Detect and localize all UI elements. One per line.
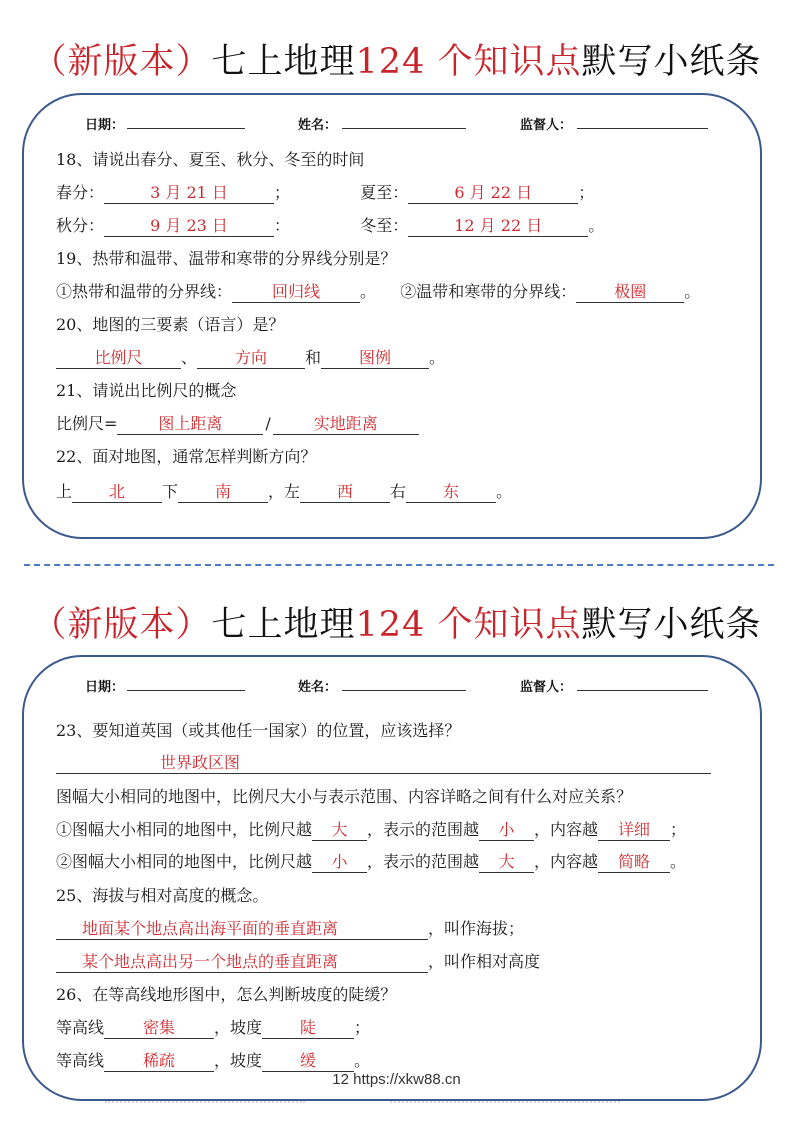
q26-row1 [56, 1017, 370, 1039]
q22-up: 北 [72, 482, 162, 503]
q20-answers [56, 347, 445, 369]
slope-label: ，坡度 [214, 1018, 263, 1037]
q25-row1 [56, 918, 524, 940]
dongzhi-answer: 12 月 22 日 [408, 216, 588, 237]
q24-row2-text3: ，内容越 [534, 852, 599, 871]
q18-row1 [56, 182, 594, 204]
q25-answer1: 地面某个地点高出海平面的垂直距离 [82, 919, 339, 938]
supervisor-label: 监督人： [520, 680, 573, 695]
date-label: 日期： [85, 118, 125, 133]
q22-answers [56, 481, 512, 503]
q22-down: 南 [178, 482, 268, 503]
q19-part1-label: ①热带和温带的分界线： [56, 282, 233, 301]
conj: 和 [305, 348, 322, 367]
q26-row2 [56, 1050, 370, 1072]
q24-row2 [56, 851, 686, 873]
q24-row2-text2: ，表示的范围越 [367, 852, 480, 871]
q24-row1-text2: ，表示的范围越 [367, 820, 480, 839]
dongzhi-label: 冬至： [360, 216, 409, 235]
q26-row2-answer2: 缓 [262, 1051, 354, 1072]
supervisor-label: 监督人： [520, 118, 573, 133]
contour-label: 等高线 [56, 1051, 105, 1070]
q25-answer1-blank [56, 919, 428, 940]
punct: 。 [496, 482, 513, 501]
supervisor-field[interactable] [577, 690, 708, 691]
faint-bleedthrough-left [105, 1101, 305, 1108]
q22-question: 22、面对地图，通常怎样判断方向？ [56, 447, 317, 466]
contour-label: 等高线 [56, 1018, 105, 1037]
title-suffix: 默写小纸条 [581, 42, 762, 82]
q18-question: 18、请说出春分、夏至、秋分、冬至的时间 [56, 150, 365, 169]
title-version: （新版本） [31, 42, 212, 82]
q24-row2-answer3: 简略 [598, 852, 670, 873]
chunfen-answer: 3 月 21 日 [104, 183, 274, 204]
separator: ； [578, 183, 595, 202]
title-subject: 七上地理 [211, 605, 356, 645]
name-label: 姓名： [298, 680, 338, 695]
date-field[interactable] [127, 690, 245, 691]
q26-row2-answer1: 稀疏 [104, 1051, 214, 1072]
q25-answer2: 某个地点高出另一个地点的垂直距离 [82, 952, 339, 971]
q23-answer-row [56, 752, 711, 774]
q19-answer2: 极圈 [576, 282, 684, 303]
cut-divider [24, 564, 774, 566]
right-label: 右 [390, 482, 407, 501]
q19-answers [56, 281, 700, 303]
q22-left: 西 [300, 482, 390, 503]
q25-suffix1: ，叫作海拔； [428, 919, 525, 938]
left-label: ，左 [268, 482, 301, 501]
punct: 。 [360, 282, 377, 301]
faint-bleedthrough-right [390, 1101, 620, 1108]
q19-question: 19、热带和温带、温带和寒带的分界线分别是？ [56, 249, 397, 268]
q26-row1-answer2: 陡 [262, 1018, 354, 1039]
xiazhi-answer: 6 月 22 日 [408, 183, 578, 204]
q20-answer3: 图例 [321, 348, 429, 369]
qiufen-answer: 9 月 23 日 [104, 216, 274, 237]
q25-answer2-blank [56, 952, 428, 973]
q20-question: 20、地图的三要素（语言）是？ [56, 315, 285, 334]
date-field[interactable] [127, 128, 245, 129]
q25-suffix2: ，叫作相对高度 [428, 952, 541, 971]
q24-row1 [56, 819, 686, 841]
q23-answer: 世界政区图 [160, 753, 241, 772]
name-field[interactable] [342, 690, 466, 691]
title-count: 124 个知识点 [355, 42, 582, 82]
name-field[interactable] [342, 128, 466, 129]
punct: 。 [354, 1051, 371, 1070]
chunfen-label: 春分： [56, 183, 105, 202]
qiufen-label: 秋分： [56, 216, 105, 235]
q20-answer1: 比例尺 [56, 348, 181, 369]
punct: 。 [670, 852, 687, 871]
q18-row2 [56, 215, 604, 237]
punct: 。 [429, 348, 446, 367]
punct: ； [670, 820, 687, 839]
separator: ： [274, 216, 291, 235]
title-suffix: 默写小纸条 [581, 605, 762, 645]
q25-row2 [56, 951, 540, 973]
q24-row1-answer2: 小 [479, 820, 534, 841]
title-subject: 七上地理 [211, 42, 356, 82]
slash: / [265, 414, 271, 433]
q24-row2-answer2: 大 [479, 852, 534, 873]
q24-row2-answer1: 小 [312, 852, 367, 873]
sheet1-title [0, 34, 793, 84]
title-count: 124 个知识点 [355, 605, 582, 645]
up-label: 上 [56, 482, 73, 501]
down-label: 下 [162, 482, 179, 501]
q23-question: 23、要知道英国（或其他任一国家）的位置，应该选择？ [56, 721, 461, 740]
title-version: （新版本） [31, 605, 212, 645]
q21-question: 21、请说出比例尺的概念 [56, 381, 237, 400]
q19-part2-label: ②温带和寒带的分界线： [400, 282, 577, 301]
q24-row1-answer3: 详细 [598, 820, 670, 841]
q19-answer1: 回归线 [232, 282, 360, 303]
punct: 。 [684, 282, 701, 301]
slope-label: ，坡度 [214, 1051, 263, 1070]
q26-question: 26、在等高线地形图中，怎么判断坡度的陡缓？ [56, 985, 397, 1004]
q24-row1-answer1: 大 [312, 820, 367, 841]
page-footer: 12 https://xkw88.cn [332, 1071, 461, 1088]
separator: ； [274, 183, 291, 202]
punct: ； [354, 1018, 371, 1037]
punct: 、 [181, 348, 198, 367]
scale-label: 比例尺= [56, 414, 118, 433]
q21-answer1: 图上距离 [117, 414, 263, 435]
supervisor-field[interactable] [577, 128, 708, 129]
xiazhi-label: 夏至： [360, 183, 409, 202]
q22-right: 东 [406, 482, 496, 503]
sheet2-title [0, 597, 793, 647]
q24-row2-text1: ②图幅大小相同的地图中，比例尺越 [56, 852, 313, 871]
name-label: 姓名： [298, 118, 338, 133]
separator: 。 [588, 216, 605, 235]
q24-row1-text3: ，内容越 [534, 820, 599, 839]
q21-answers [56, 413, 419, 435]
q24-question: 图幅大小相同的地图中，比例尺大小与表示范围、内容详略之间有什么对应关系？ [56, 787, 633, 806]
q26-row1-answer1: 密集 [104, 1018, 214, 1039]
date-label: 日期： [85, 680, 125, 695]
q23-blank [56, 753, 711, 774]
q24-row1-text1: ①图幅大小相同的地图中，比例尺越 [56, 820, 313, 839]
q21-answer2: 实地距离 [273, 414, 419, 435]
q20-answer2: 方向 [197, 348, 305, 369]
q25-question: 25、海拔与相对高度的概念。 [56, 886, 269, 905]
